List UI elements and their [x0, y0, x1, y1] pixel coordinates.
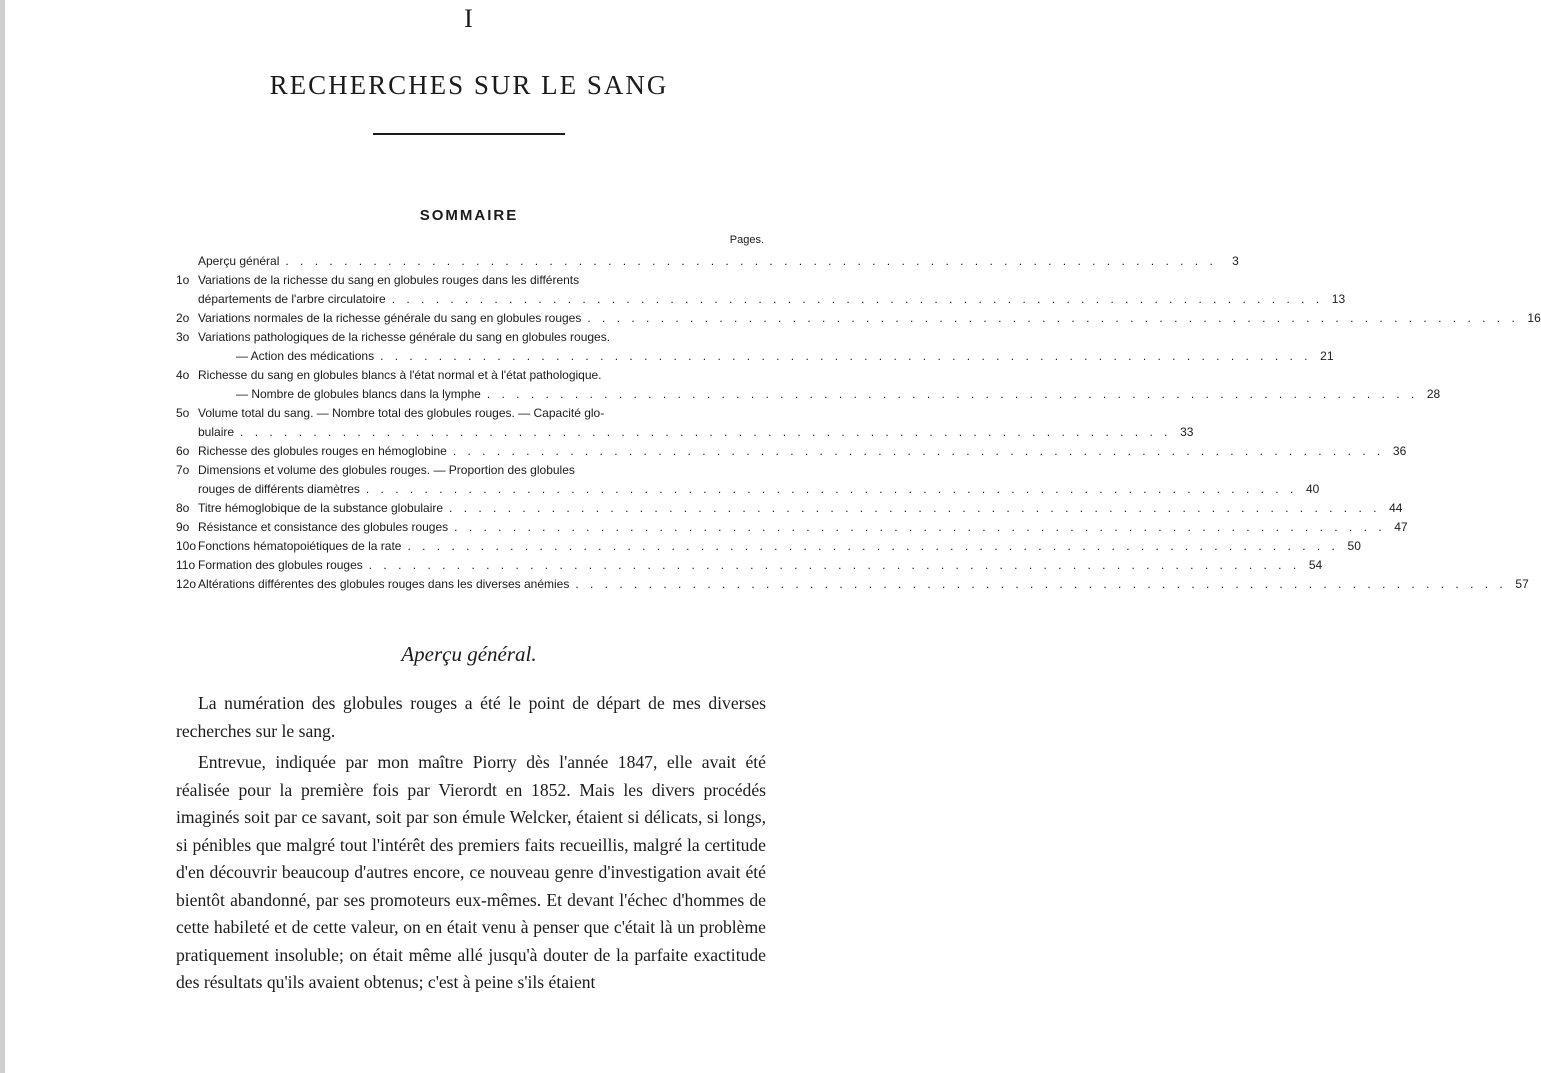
paragraph: Entrevue, indiquée par mon maître Piorry dès l'année 1847, elle avait été réalisée pour la première fois par Vierordt en 1852. Mais les divers procédés imaginés soit par ce savant, soit par son émule Welcker, étaient si délicats, si longs, si pénibles que malgré tout l'intérêt des premiers faits recueillis, malgré la certitude d'en découvrir beaucoup d'autres encore, ce nouveau genre d'investigation avait été bientôt abandonné, par ses promoteurs eux-mêmes. Et devant l'échec d'hommes de cette habileté et de cette valeur, on en était venu à penser que c'était là un problème pratiquement insoluble; on était même allé jusqu'à douter de la parfaite exactitude des résultats qu'ils avaient obtenus; c'est à peine s'ils étaient: [176, 752, 766, 992]
toc-entry-text: Variations pathologiques de la richesse générale du sang en globules rouges.: [198, 330, 611, 344]
toc-page-number: 54: [1308, 558, 1323, 572]
toc-entry-line: [176, 252, 1239, 271]
toc-entry-text: Fonctions hématopoiétiques de la rate: [198, 539, 402, 553]
toc-entry[interactable]: [176, 499, 1403, 518]
toc-entry-text: Formation des globules rouges: [198, 558, 363, 572]
toc-entry-text: Variations de la richesse du sang en globules rouges dans les différents: [198, 273, 580, 287]
toc-dot-leader: . . . . . . . . . . . . . . . . . . . . . . . . . . . . . . . . . . . . . . . . . . . . . . . . . . . . . . . . . . . . . . . .: [575, 577, 1507, 591]
toc-entry-text: Altérations différentes des globules rouges dans les diverses anémies: [198, 577, 570, 591]
toc-entry-line: [176, 480, 1320, 499]
chapter-number: I: [464, 4, 474, 33]
toc-entry[interactable]: [176, 518, 1408, 537]
toc-entry-line: [176, 347, 1334, 366]
toc-entry-text: Dimensions et volume des globules rouges. — Proportion des globules: [198, 463, 575, 477]
toc-dot-leader: . . . . . . . . . . . . . . . . . . . . . . . . . . . . . . . . . . . . . . . . . . . . . . . . . . . . . . . . . . . . . . . .: [240, 425, 1172, 439]
toc-entry-number: 1o: [176, 273, 190, 287]
toc-page-number: 57: [1515, 577, 1529, 591]
toc-page-number: 40: [1305, 482, 1320, 496]
toc-entry-line: [176, 537, 1361, 556]
toc-entry-line: [176, 423, 1194, 442]
toc-entry-number: 4o: [176, 368, 190, 382]
toc-dot-leader: . . . . . . . . . . . . . . . . . . . . . . . . . . . . . . . . . . . . . . . . . . . . . . . . . . . . . . . . . . . . . . . .: [380, 349, 1312, 363]
toc-entry-text: rouges de différents diamètres: [198, 482, 360, 496]
toc-entry-line: [176, 309, 1541, 328]
toc-dot-leader: . . . . . . . . . . . . . . . . . . . . . . . . . . . . . . . . . . . . . . . . . . . . . . . . . . . . . . . . . . . . . . . .: [587, 311, 1519, 325]
toc-entry-line: [176, 499, 1403, 518]
toc-page-number: 16: [1527, 311, 1541, 325]
toc-entry-line: [176, 271, 766, 290]
toc-page-number: 28: [1426, 387, 1441, 401]
toc-page-number: 13: [1331, 292, 1346, 306]
toc-dot-leader: . . . . . . . . . . . . . . . . . . . . . . . . . . . . . . . . . . . . . . . . . . . . . . . . . . . . . . . . . . . . . . . .: [365, 482, 1298, 496]
pages-column-label: Pages.: [729, 234, 764, 246]
toc-entry-text: — Nombre de globules blancs dans la lymphe: [236, 387, 481, 401]
toc-entry-number: 12o: [176, 577, 197, 591]
toc-dot-leader: . . . . . . . . . . . . . . . . . . . . . . . . . . . . . . . . . . . . . . . . . . . . . . . . . . . . . . . . . . . . . . . .: [449, 501, 1381, 515]
toc-entry-number: 11o: [176, 558, 196, 572]
toc-entry-text: Aperçu général: [198, 254, 280, 268]
toc-entry-line: [176, 290, 1346, 309]
toc-entry-line: [176, 575, 1529, 594]
toc-entry-text: Volume total du sang. — Nombre total des globules rouges. — Capacité glo-: [198, 406, 605, 420]
toc-entry[interactable]: [176, 328, 1334, 366]
toc-entry-text: Titre hémoglobique de la substance globulaire: [198, 501, 444, 515]
toc-entry-number: 9o: [176, 520, 190, 534]
toc-page-number: 36: [1392, 444, 1407, 458]
toc-entry-number: 3o: [176, 330, 190, 344]
toc-dot-leader: . . . . . . . . . . . . . . . . . . . . . . . . . . . . . . . . . . . . . . . . . . . . . . . . . . . . . . . . . . . . . . . .: [285, 254, 1217, 268]
toc-dot-leader: . . . . . . . . . . . . . . . . . . . . . . . . . . . . . . . . . . . . . . . . . . . . . . . . . . . . . . . . . . . . . . . .: [368, 558, 1301, 572]
toc-entry[interactable]: [176, 309, 1541, 328]
toc-dot-leader: . . . . . . . . . . . . . . . . . . . . . . . . . . . . . . . . . . . . . . . . . . . . . . . . . . . . . . . . . . . . . . . .: [452, 444, 1385, 458]
toc-entry-line: [176, 385, 1441, 404]
toc-entry-line: [176, 404, 766, 423]
chapter-title: RECHERCHES SUR LE SANG: [269, 70, 669, 100]
toc-entry-text: Résistance et consistance des globules rouges: [198, 520, 449, 534]
section-title: Aperçu général.: [401, 642, 537, 666]
toc-page-number: 50: [1347, 539, 1361, 553]
toc-dot-leader: . . . . . . . . . . . . . . . . . . . . . . . . . . . . . . . . . . . . . . . . . . . . . . . . . . . . . . . . . . . . . . . .: [486, 387, 1419, 401]
toc-entry-text: Richesse du sang en globules blancs à l'état normal et à l'état pathologique.: [198, 368, 602, 382]
toc-entry[interactable]: [176, 404, 1194, 442]
toc-dot-leader: . . . . . . . . . . . . . . . . . . . . . . . . . . . . . . . . . . . . . . . . . . . . . . . . . . . . . . . . . . . . . . . .: [391, 292, 1324, 306]
toc-dot-leader: . . . . . . . . . . . . . . . . . . . . . . . . . . . . . . . . . . . . . . . . . . . . . . . . . . . . . . . . . . . . . . . .: [407, 539, 1339, 553]
toc-entry-text: Richesse des globules rouges en hémoglobine: [198, 444, 447, 458]
toc-entry[interactable]: [176, 271, 1346, 309]
toc-entry-text: Variations normales de la richesse générale du sang en globules rouges: [198, 311, 582, 325]
toc-entry[interactable]: [176, 442, 1407, 461]
toc-entry-line: [176, 442, 1407, 461]
toc-entry-line: [176, 461, 766, 480]
toc-entry[interactable]: [176, 252, 1239, 271]
toc-page-number: 3: [1232, 254, 1239, 268]
body-text: [176, 690, 766, 997]
toc-entry[interactable]: [176, 366, 1441, 404]
toc-entry-text: — Action des médications: [236, 349, 375, 363]
table-of-contents: [176, 252, 1541, 594]
toc-entry-line: [176, 328, 766, 347]
toc-entry[interactable]: [176, 461, 1320, 499]
toc-entry[interactable]: [176, 575, 1529, 594]
toc-entry-number: 8o: [176, 501, 190, 515]
toc-dot-leader: . . . . . . . . . . . . . . . . . . . . . . . . . . . . . . . . . . . . . . . . . . . . . . . . . . . . . . . . . . . . . . . .: [454, 520, 1386, 534]
toc-entry-number: 2o: [176, 311, 190, 325]
toc-entry-number: 5o: [176, 406, 190, 420]
toc-entry-number: 7o: [176, 463, 190, 477]
title-divider: [373, 133, 565, 135]
toc-page-number: 47: [1394, 520, 1408, 534]
page-edge-shadow: [0, 0, 5, 1073]
toc-entry[interactable]: [176, 556, 1323, 575]
toc-entry-line: [176, 556, 1323, 575]
toc-entry-text: bulaire: [198, 425, 235, 439]
toc-page-number: 33: [1180, 425, 1194, 439]
toc-entry-number: 6o: [176, 444, 190, 458]
toc-entry-number: 10o: [176, 539, 197, 553]
toc-entry[interactable]: [176, 537, 1361, 556]
toc-entry-line: [176, 366, 766, 385]
toc-entry-line: [176, 518, 1408, 537]
toc-entry-text: départements de l'arbre circulatoire: [198, 292, 386, 306]
toc-page-number: 44: [1389, 501, 1403, 515]
toc-page-number: 21: [1320, 349, 1334, 363]
paragraph: La numération des globules rouges a été le point de départ de mes diverses recherches sur le sang.: [176, 693, 766, 741]
sommaire-heading: SOMMAIRE: [419, 207, 519, 224]
